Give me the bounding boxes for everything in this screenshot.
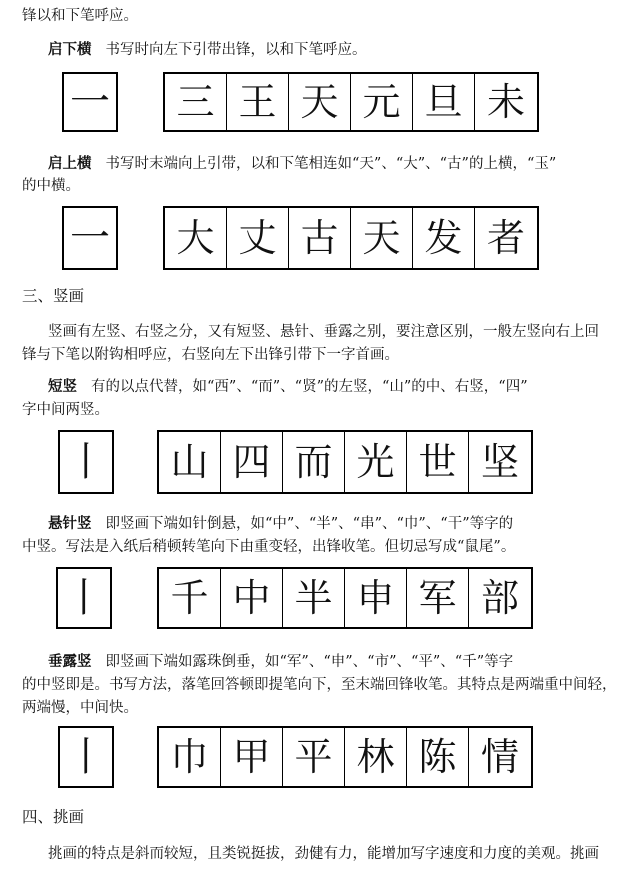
example-char: 军: [407, 569, 469, 627]
term-label: 启上横: [48, 156, 92, 172]
text-line: 挑画的特点是斜而较短，且类锐挺拔，劲健有力，能增加写字速度和力度的美观。挑画: [48, 846, 599, 862]
example-char: 发: [413, 208, 475, 268]
term-paragraph-qishangheng: [48, 154, 556, 174]
stroke-box: 一: [62, 206, 118, 270]
example-char: 者: [486, 216, 525, 260]
example-char: 林: [345, 728, 407, 786]
term-paragraph-xuanzhen: [48, 514, 513, 534]
example-char: 世: [407, 432, 469, 492]
term-desc: 即竖画下端如针倒悬，如“中”、“半”、“串”、“巾”、“干”等字的: [105, 516, 514, 532]
term-desc: 有的以点代替，如“西”、“而”、“贤”的左竖，“山”的中、右竖，“四”: [91, 379, 528, 395]
example-char: 中: [221, 569, 283, 627]
example-char: 天: [289, 74, 351, 130]
text-line: 的中横。: [22, 178, 80, 194]
example-char: 三: [165, 74, 227, 130]
text-line: 的中竖即是。书写方法，落笔回答顿即提笔向下，至末端回锋收笔。其特点是两端重中间轻，: [22, 677, 617, 693]
example-char: 光: [345, 432, 407, 492]
stroke-box: 丨: [58, 430, 114, 494]
example-char: 四: [221, 432, 283, 492]
text-line: 两端慢，中间快。: [22, 700, 138, 716]
term-desc: 书写时末端向上引带，以和下笔相连如“天”、“大”、“古”的上横，“玉”: [105, 156, 557, 172]
text-line: 锋以和下笔呼应。: [22, 8, 138, 24]
example-char: 部: [480, 576, 519, 620]
example-row: [163, 206, 539, 270]
example-char: 巾: [159, 728, 221, 786]
term-label: 启下横: [48, 42, 92, 58]
term-desc: 即竖画下端如露珠倒垂，如“军”、“申”、“市”、“平”、“千”等字: [105, 654, 514, 670]
example-char: 平: [283, 728, 345, 786]
example-row: [157, 430, 533, 494]
example-row: [157, 567, 533, 629]
text-line: 中竖。写法是入纸后稍顿转笔向下由重变轻，出锋收笔。但切忌写成“鼠尾”。: [22, 539, 516, 555]
example-row: [163, 72, 539, 132]
section-heading: 四、挑画: [22, 808, 85, 826]
example-char: 大: [165, 208, 227, 268]
term-paragraph-chuilu: [48, 652, 513, 672]
example-char: 甲: [221, 728, 283, 786]
term-desc: 书写时向左下引带出锋，以和下笔呼应。: [105, 42, 367, 58]
example-char: 天: [351, 208, 413, 268]
example-char: 半: [283, 569, 345, 627]
example-char: 元: [351, 74, 413, 130]
stroke-box: 一: [62, 72, 118, 132]
term-label: 短竖: [48, 379, 77, 395]
example-char: 未: [486, 80, 525, 124]
term-label: 悬针竖: [48, 516, 92, 532]
stroke-box: 丨: [58, 726, 114, 788]
example-char: 情: [480, 735, 519, 779]
text-line: 字中间两竖。: [22, 402, 109, 418]
example-char: 千: [159, 569, 221, 627]
example-char: 坚: [480, 440, 519, 484]
example-char: 古: [289, 208, 351, 268]
term-paragraph-qixiaheng: [48, 40, 367, 60]
term-label: 垂露竖: [48, 654, 92, 670]
example-char: 王: [227, 74, 289, 130]
example-char: 而: [283, 432, 345, 492]
stroke-box: 丨: [56, 567, 112, 629]
example-char: 丈: [227, 208, 289, 268]
text-line: 竖画有左竖、右竖之分，又有短竖、悬针、垂露之别，要注意区别，一般左竖向右上回: [48, 324, 599, 340]
example-char: 陈: [407, 728, 469, 786]
term-paragraph-duanshu: [48, 377, 528, 397]
example-char: 山: [159, 432, 221, 492]
section-heading: 三、竖画: [22, 287, 85, 305]
text-line: 锋与下笔以附钩相呼应，右竖向左下出锋引带下一字首画。: [22, 347, 399, 363]
example-char: 申: [345, 569, 407, 627]
example-row: [157, 726, 533, 788]
example-char: 旦: [413, 74, 475, 130]
